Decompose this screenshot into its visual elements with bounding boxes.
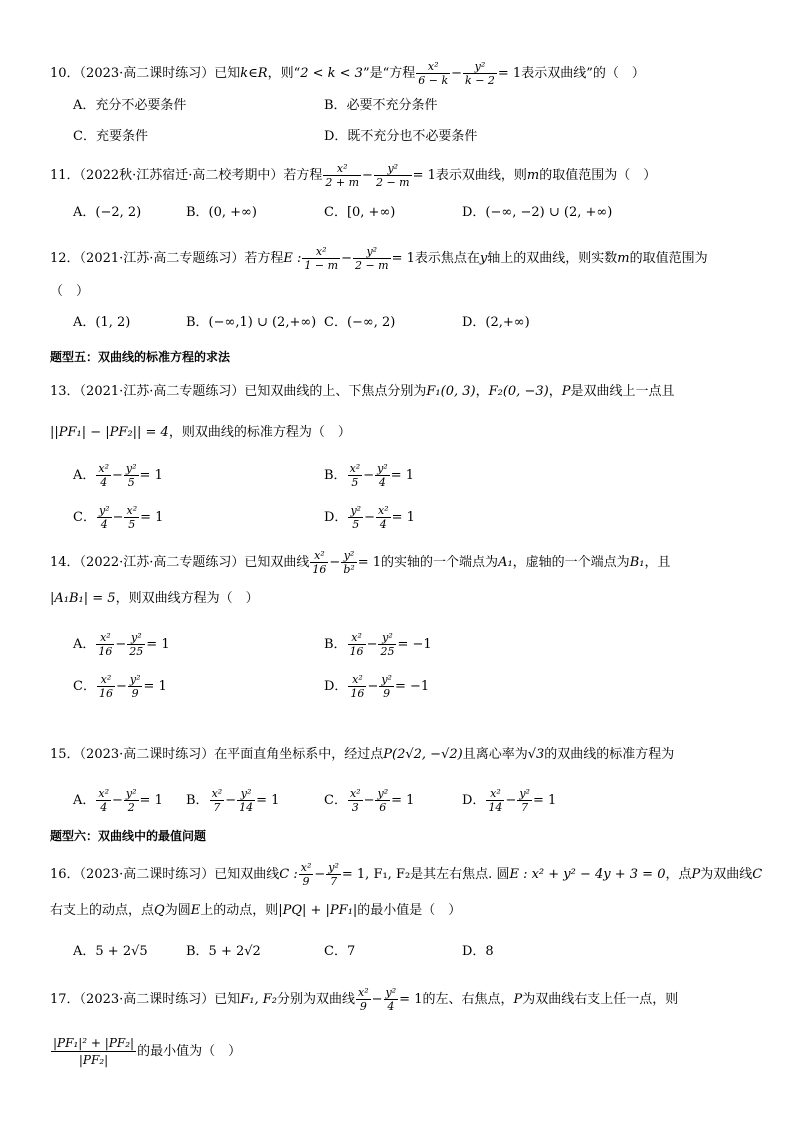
q12-fraction-1	[302, 245, 340, 272]
q12-text-b: = 1表示焦点在	[391, 251, 480, 266]
q13-optC-d2: 5	[128, 518, 136, 531]
q16-circle: E : x² + y² − 4y + 3 = 0	[509, 867, 666, 882]
q11-minus: −	[362, 168, 373, 183]
q15-optC-frac1	[348, 787, 363, 814]
q16-fraction-1	[299, 861, 314, 888]
q13-optD-frac1	[348, 504, 363, 531]
q13-f1: F₁(0, 3)	[426, 384, 476, 399]
q12-prefix: 12．（2021·江苏·高二专题练习）若方程	[50, 251, 284, 266]
q14-optA-rhs: = 1	[146, 637, 170, 652]
q16-e: E	[190, 903, 201, 918]
q14-optD-n1: x²	[348, 673, 366, 687]
q14-optD-label: D．	[324, 679, 348, 694]
q15-optD-frac1	[486, 787, 504, 814]
q14-frac2-num: y²	[341, 549, 356, 563]
q10-prefix: 10．（2023·高二课时练习）已知	[50, 66, 241, 81]
q11-fraction-2	[374, 162, 412, 189]
q17-frac2-den: 4	[387, 1000, 395, 1013]
q13-f2: F₂(0, −3)	[488, 384, 549, 399]
q17-tail: 的最小值为（ ）	[137, 1044, 242, 1059]
q13-optC-label: C．	[73, 510, 96, 525]
question-14-stem	[50, 549, 670, 576]
q15-option-b: B． $\frac{\text{x²}}{7}$ − $\frac{\text{y²}}{14}$ = 1	[186, 787, 280, 814]
q15-optA-label: A．	[73, 793, 96, 808]
q14-condition: |A₁B₁| = 5	[50, 591, 116, 606]
q16-minus: −	[314, 867, 326, 882]
q13-optA-frac2	[124, 462, 139, 489]
q10-frac2-den: k − 2	[465, 74, 495, 87]
q11-fraction-1	[323, 162, 361, 189]
q15-ecc: √3	[527, 747, 545, 762]
q14-optB-d1: 16	[349, 645, 364, 658]
q11-frac1-den: 2 + m	[325, 176, 360, 189]
q12-y: y	[479, 251, 488, 266]
q15-optD-n2: y²	[519, 787, 530, 800]
q13-option-c: C． $\frac{\text{y²}}{4}$ − $\frac{\text{x²}}{5}$ = 1	[73, 504, 164, 531]
q16-line2-a: 右支上的动点，点	[50, 903, 155, 918]
q14-tail: ，则双曲线方程为（ ）	[115, 591, 259, 606]
q10-condition: 2 < k < 3	[300, 66, 363, 81]
q15-optB-d2: 14	[239, 801, 254, 814]
question-13-line2	[50, 424, 351, 442]
q13-condition: ||PF₁| − |PF₂|| = 4	[50, 425, 169, 440]
q15-optA-frac2	[124, 787, 139, 814]
q10-text-b: ，则“	[267, 66, 301, 81]
q15-optD-label: D．	[462, 793, 486, 808]
q12-minus: −	[341, 251, 352, 266]
q16-option-c: C．7	[324, 944, 356, 959]
q14-optA-frac2	[127, 631, 145, 658]
q13-optC-n2: x²	[126, 504, 138, 517]
question-16-stem	[50, 861, 762, 888]
q14-optD-d1: 16	[350, 687, 365, 700]
q14-optA-d1: 16	[98, 645, 113, 658]
q10-minus: −	[451, 66, 463, 81]
q13-optD-label: D．	[324, 510, 348, 525]
q12-text-c: 轴上的双曲线，则实数	[487, 251, 618, 266]
q14-optD-frac2	[379, 673, 394, 700]
q14-option-a: A． $\frac{\text{x²}}{16}$ − $\frac{\text{y²}}{25}$ = 1	[73, 631, 170, 658]
q15-optD-rhs: = 1	[532, 793, 557, 808]
q12-frac1-num: x²	[302, 245, 340, 259]
q16-p: P	[691, 867, 701, 882]
q15-optD-d1: 14	[488, 801, 503, 814]
q14-text-b: = 1的实轴的一个端点为	[357, 555, 499, 570]
q14-option-c: C． $\frac{\text{x²}}{16}$ − $\frac{\text{y²}}{9}$ = 1	[73, 673, 167, 700]
q17-fraction-2	[384, 986, 399, 1013]
q10-k: k∈R	[240, 66, 268, 81]
q14-optC-n2: y²	[129, 673, 141, 686]
q17-frac2-num: y²	[385, 986, 397, 999]
q14-optD-rhs: = −1	[394, 679, 430, 694]
q16-text-c: ，点	[665, 867, 692, 882]
q16-option-b: B．5 + 2√2	[186, 944, 261, 959]
q16-text-b: = 1, F₁, F₂是其左右焦点. 圆	[341, 867, 510, 882]
q10-frac2-num: y²	[463, 60, 497, 74]
q13-optC-d1: 4	[100, 518, 108, 531]
q12-frac2-num: y²	[353, 245, 391, 259]
question-13-stem	[50, 383, 674, 401]
q14-optD-d2: 9	[383, 687, 391, 700]
q13-optD-rhs: = 1	[391, 510, 415, 525]
q14-frac1-num: x²	[310, 549, 328, 563]
q11-frac2-den: 2 − m	[375, 176, 410, 189]
q16-expr: |PQ| + |PF₁|	[278, 903, 358, 918]
q15-optD-d2: 7	[521, 801, 529, 814]
q10-text-d: = 1表示双曲线”的（ ）	[497, 66, 645, 81]
q12-option-c: C．(−∞, 2)	[324, 315, 396, 330]
q14-b1: B₁	[629, 555, 645, 570]
q13-optC-n1: y²	[98, 504, 110, 517]
q16-fraction-2	[326, 861, 341, 888]
q16-c-label: C :	[279, 867, 298, 882]
q13-optB-frac1	[348, 462, 363, 489]
q15-text-b: 且离心率为	[462, 747, 528, 762]
q15-optC-label: C．	[324, 793, 347, 808]
q14-minus: −	[329, 555, 341, 570]
q15-optD-n1: x²	[486, 787, 504, 801]
q13-optC-rhs: = 1	[140, 510, 164, 525]
question-16-line2	[50, 902, 461, 920]
q17-big-fraction	[51, 1035, 136, 1068]
q15-optA-d1: 4	[100, 801, 108, 814]
q12-m: m	[617, 251, 630, 266]
q14-optA-n2: y²	[127, 631, 145, 645]
q12-option-b: B．(−∞,1) ∪ (2,+∞)	[186, 315, 317, 330]
q14-optC-n1: x²	[97, 673, 115, 687]
q11-prefix: 11．（2022秋·江苏宿迁·高二校考期中）若方程	[50, 168, 323, 183]
q15-option-c: C． $\frac{\text{x²}}{3}$ − $\frac{\text{y²}}{6}$ = 1	[324, 787, 415, 814]
q13-optA-d2: 5	[127, 476, 135, 489]
q15-option-d: D． $\frac{\text{x²}}{14}$ − $\frac{\text{y²}}{7}$ = 1	[462, 787, 557, 814]
q13-option-a: A． $\frac{\text{x²}}{4}$ − $\frac{\text{y²}}{5}$ = 1	[73, 462, 163, 489]
q14-text-d: ，且	[644, 555, 671, 570]
q16-frac2-num: y²	[328, 861, 339, 874]
q13-optA-d1: 4	[100, 476, 108, 489]
q14-option-d: D． $\frac{\text{x²}}{16}$ − $\frac{\text{y²}}{9}$ = −1	[324, 673, 430, 700]
q13-option-d: D． $\frac{\text{y²}}{5}$ − $\frac{\text{x²}}{4}$ = 1	[324, 504, 415, 531]
q14-optC-d2: 9	[131, 687, 139, 700]
q16-prefix: 16．（2023·高二课时练习）已知双曲线	[50, 867, 280, 882]
q13-optA-n2: y²	[125, 462, 137, 475]
q15-prefix: 15．（2023·高二课时练习）在平面直角坐标系中，经过点	[50, 747, 384, 762]
q15-optB-label: B．	[186, 793, 209, 808]
q15-optA-rhs: = 1	[139, 793, 163, 808]
q14-optB-n1: x²	[348, 631, 366, 645]
q13-optD-d1: 5	[352, 518, 360, 531]
q15-optC-n1: x²	[349, 787, 361, 800]
q14-text-c: ，虚轴的一个端点为	[512, 555, 630, 570]
q15-optB-frac1	[210, 787, 225, 814]
q11-text-c: 的取值范围为（ ）	[539, 168, 657, 183]
q17-frac1-num: x²	[358, 986, 369, 999]
q15-optB-rhs: = 1	[256, 793, 280, 808]
q16-q: Q	[154, 903, 165, 918]
q14-frac1-den: 16	[312, 563, 327, 576]
q11-option-d: D．(−∞, −2) ∪ (2, +∞)	[462, 205, 613, 220]
q11-frac1-num: x²	[323, 162, 361, 176]
q13-optB-d2: 4	[378, 476, 386, 489]
q16-frac2-den: 7	[330, 875, 338, 888]
q17-f1f2: F₁, F₂	[240, 992, 277, 1007]
q16-tail: 的最小值是（ ）	[357, 903, 462, 918]
q15-optA-d2: 2	[127, 801, 135, 814]
q16-frac1-num: x²	[300, 861, 312, 874]
q17-text-d: 为双曲线右支上任一点，则	[522, 992, 679, 1007]
q13-text-b: ，	[548, 384, 562, 399]
q13-prefix: 13．（2021·江苏·高二专题练习）已知双曲线的上、下焦点分别为	[50, 384, 427, 399]
q13-optA-n1: x²	[98, 462, 110, 475]
q10-option-b: B．必要不充分条件	[324, 98, 438, 113]
q14-optA-frac1	[96, 631, 114, 658]
q15-optC-n2: y²	[377, 787, 389, 800]
q10-frac1-num: x²	[416, 60, 450, 74]
q12-answer-paren: （ ）	[50, 284, 90, 299]
q13-sep: ，	[475, 384, 489, 399]
q13-tail: ，则双曲线的标准方程为（ ）	[168, 425, 351, 440]
q13-optB-d1: 5	[351, 476, 359, 489]
q15-optC-d2: 6	[379, 801, 387, 814]
q14-optA-label: A．	[73, 637, 96, 652]
q13-optB-rhs: = 1	[390, 468, 415, 483]
q16-text-d: 为双曲线	[700, 867, 753, 882]
q13-optA-rhs: = 1	[139, 468, 163, 483]
q11-text-b: = 1表示双曲线，则	[412, 168, 527, 183]
q13-optA-label: A．	[73, 468, 96, 483]
q12-frac1-den: 1 − m	[304, 259, 339, 272]
q13-option-b: B． $\frac{\text{x²}}{5}$ − $\frac{\text{y²}}{4}$ = 1	[324, 462, 415, 489]
q17-p: P	[513, 992, 523, 1007]
q11-frac2-num: y²	[374, 162, 412, 176]
q15-optA-frac1	[96, 787, 111, 814]
q15-optB-n2: y²	[237, 787, 255, 801]
q11-option-a: A．(−2, 2)	[73, 205, 142, 220]
q14-optC-frac1	[97, 673, 115, 700]
q17-minus: −	[371, 992, 383, 1007]
q10-frac1-den: 6 − k	[418, 74, 449, 87]
q13-p: P	[561, 384, 571, 399]
q12-fraction-2	[353, 245, 391, 272]
q14-optB-d2: 25	[380, 645, 395, 658]
q14-fraction-1	[310, 549, 328, 576]
q14-optB-label: B．	[324, 637, 347, 652]
q14-fraction-2	[341, 549, 356, 576]
q17-big-num: |PF₁|² + |PF₂|	[53, 1036, 135, 1050]
q15-optA-n2: y²	[125, 787, 137, 800]
q12-option-d: D．(2,+∞)	[462, 315, 530, 330]
q13-optB-n1: x²	[349, 462, 361, 475]
q16-line2-c: 上的动点，则	[200, 903, 279, 918]
section-6-heading: 题型六：双曲线中的最值问题	[50, 829, 207, 843]
section-5-heading: 题型五：双曲线的标准方程的求法	[50, 350, 231, 364]
q17-big-den: |PF₂|	[78, 1053, 109, 1067]
q14-frac2-den: b²	[343, 563, 355, 576]
q14-option-b: B． $\frac{\text{x²}}{16}$ − $\frac{\text{y²}}{25}$ = −1	[324, 631, 432, 658]
question-17-line2	[50, 1035, 241, 1068]
q15-text-c: 的双曲线的标准方程为	[544, 747, 675, 762]
q13-optD-frac2	[376, 504, 391, 531]
q16-c: C	[752, 867, 763, 882]
q15-option-a: A． $\frac{\text{x²}}{4}$ − $\frac{\text{y²}}{2}$ = 1	[73, 787, 163, 814]
q13-text-c: 是双曲线上一点且	[570, 384, 675, 399]
q17-fraction-1	[356, 986, 371, 1013]
q13-optB-n2: y²	[377, 462, 388, 475]
q13-optD-n2: x²	[377, 504, 389, 517]
q15-optC-d1: 3	[351, 801, 359, 814]
q14-optC-frac2	[128, 673, 143, 700]
q16-line2-b: 为圆	[164, 903, 191, 918]
q14-optC-d1: 16	[98, 687, 113, 700]
q12-frac2-den: 2 − m	[354, 259, 389, 272]
q14-optC-rhs: = 1	[143, 679, 167, 694]
q14-prefix: 14．（2022·江苏·高二专题练习）已知双曲线	[50, 555, 310, 570]
q11-option-b: B．(0, +∞)	[186, 205, 257, 220]
q17-frac1-den: 9	[359, 1000, 367, 1013]
q10-text-c: ”是“方程	[362, 66, 416, 81]
q13-optD-d2: 4	[379, 518, 387, 531]
q15-optD-frac2	[517, 787, 532, 814]
q17-text-c: = 1的左、右焦点，	[399, 992, 514, 1007]
q14-optD-n2: y²	[381, 673, 392, 686]
q14-optB-rhs: = −1	[397, 637, 432, 652]
q13-optA-frac1	[96, 462, 111, 489]
question-14-line2	[50, 590, 259, 608]
q16-option-d: D．8	[462, 944, 494, 959]
q10-fraction-1	[416, 60, 450, 87]
q15-optC-rhs: = 1	[391, 793, 415, 808]
q15-optB-n1: x²	[211, 787, 223, 800]
q14-optB-frac1	[348, 631, 366, 658]
q12-text-d: 的取值范围为	[629, 251, 708, 266]
q13-optD-n1: y²	[350, 504, 362, 517]
q14-optB-n2: y²	[378, 631, 396, 645]
q15-point: P(2√2, −√2)	[383, 747, 463, 762]
q14-optB-frac2	[378, 631, 396, 658]
q14-optC-label: C．	[73, 679, 96, 694]
q15-optB-d1: 7	[213, 801, 221, 814]
q12-e: E :	[283, 251, 302, 266]
q10-option-d: D．既不充分也不必要条件	[324, 129, 478, 144]
q14-optA-d2: 25	[129, 645, 144, 658]
q10-fraction-2	[463, 60, 497, 87]
q11-m: m	[526, 168, 540, 183]
question-15-stem	[50, 746, 674, 764]
q13-optB-frac2	[375, 462, 390, 489]
q14-optA-n1: x²	[96, 631, 114, 645]
q10-option-a: A．充分不必要条件	[73, 98, 187, 113]
question-17-stem	[50, 986, 678, 1013]
q15-optC-frac2	[375, 787, 390, 814]
q17-text-b: 分别为双曲线	[277, 992, 356, 1007]
q14-optD-frac1	[348, 673, 366, 700]
q13-optC-frac1	[97, 504, 112, 531]
question-11-stem	[50, 162, 656, 189]
q13-optC-frac2	[124, 504, 139, 531]
q10-option-c: C．充要条件	[73, 129, 148, 144]
q14-a1: A₁	[498, 555, 513, 570]
q15-optB-frac2	[237, 787, 255, 814]
q17-prefix: 17．（2023·高二课时练习）已知	[50, 992, 241, 1007]
q12-option-a: A．(1, 2)	[73, 315, 131, 330]
question-12-stem	[50, 245, 708, 272]
q11-option-c: C．[0, +∞)	[324, 205, 396, 220]
q13-optB-label: B．	[324, 468, 347, 483]
q16-frac1-den: 9	[302, 875, 310, 888]
question-10-stem	[50, 60, 645, 87]
q15-optA-n1: x²	[98, 787, 110, 800]
q16-option-a: A．5 + 2√5	[73, 944, 148, 959]
